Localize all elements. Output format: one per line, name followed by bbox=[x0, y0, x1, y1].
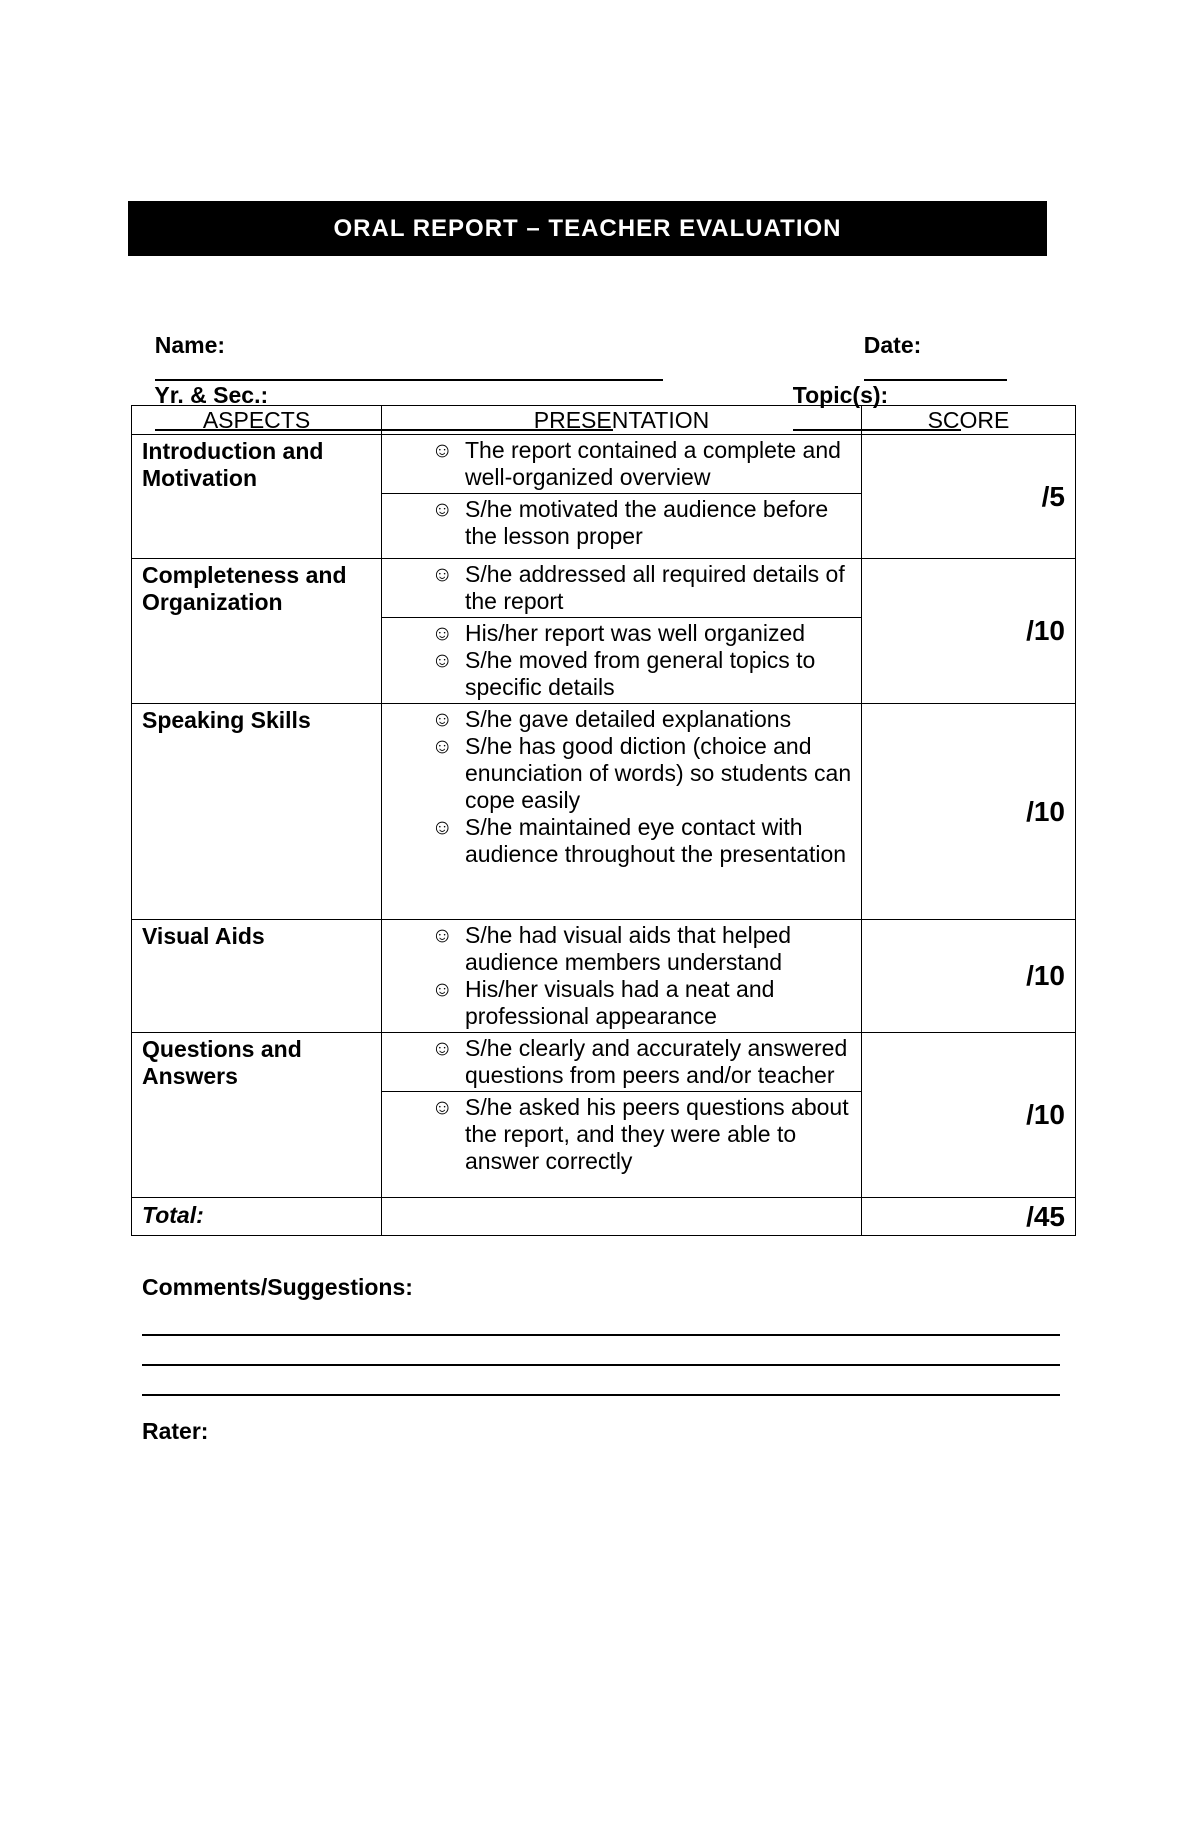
comments-label: Comments/Suggestions: bbox=[142, 1274, 413, 1300]
total-score-cell[interactable]: /45 bbox=[862, 1198, 1076, 1236]
presentation-cell bbox=[382, 559, 862, 704]
smiley-icon: ☺ bbox=[431, 439, 453, 462]
score-cell[interactable]: /10 bbox=[862, 920, 1076, 1033]
smiley-icon: ☺ bbox=[431, 622, 453, 645]
date-label: Date: bbox=[863, 332, 922, 358]
criterion-item bbox=[382, 1035, 853, 1089]
table-row bbox=[132, 559, 1076, 704]
criterion-text: S/he addressed all required details of the report bbox=[465, 561, 845, 614]
smiley-icon: ☺ bbox=[431, 708, 453, 731]
criterion-item bbox=[382, 620, 853, 647]
aspect-cell: Speaking Skills bbox=[132, 704, 382, 920]
criteria-block bbox=[382, 493, 861, 552]
aspect-cell: Visual Aids bbox=[132, 920, 382, 1033]
criterion-item bbox=[382, 733, 853, 814]
criterion-text: S/he gave detailed explanations bbox=[465, 706, 792, 732]
topics-label: Topic(s): bbox=[792, 382, 889, 408]
aspect-cell: Completeness and Organization bbox=[132, 559, 382, 704]
criterion-text: S/he asked his peers questions about the report, and they were able to answer correctly bbox=[465, 1094, 849, 1174]
comment-line[interactable] bbox=[142, 1364, 1060, 1366]
aspect-cell: Questions and Answers bbox=[132, 1033, 382, 1198]
total-row bbox=[132, 1198, 1076, 1236]
total-label: Total: bbox=[132, 1198, 382, 1236]
rater-label: Rater: bbox=[142, 1418, 209, 1444]
presentation-cell bbox=[382, 704, 862, 920]
smiley-icon: ☺ bbox=[431, 978, 453, 1001]
smiley-icon: ☺ bbox=[431, 1037, 453, 1060]
table-header-row bbox=[132, 406, 1076, 435]
presentation-cell bbox=[382, 1033, 862, 1198]
presentation-cell bbox=[382, 435, 862, 559]
criterion-item bbox=[382, 1094, 853, 1175]
table-row bbox=[132, 1033, 1076, 1198]
page-title: ORAL REPORT – TEACHER EVALUATION bbox=[128, 201, 1047, 256]
score-cell[interactable]: /5 bbox=[862, 435, 1076, 559]
criterion-text: His/her report was well organized bbox=[465, 620, 806, 646]
total-presentation-cell bbox=[382, 1198, 862, 1236]
criterion-item bbox=[382, 647, 853, 701]
criteria-block bbox=[382, 1091, 861, 1177]
header-aspects: ASPECTS bbox=[132, 406, 382, 435]
rater-field[interactable] bbox=[142, 1418, 208, 1445]
criterion-text: S/he clearly and accurately answered questions from peers and/or teacher bbox=[465, 1035, 848, 1088]
criteria-block bbox=[382, 1033, 861, 1091]
score-cell[interactable]: /10 bbox=[862, 704, 1076, 920]
smiley-icon: ☺ bbox=[431, 924, 453, 947]
aspect-cell: Introduction and Motivation bbox=[132, 435, 382, 559]
yr-sec-label: Yr. & Sec.: bbox=[154, 382, 269, 408]
table-row bbox=[132, 920, 1076, 1033]
name-label: Name: bbox=[154, 332, 226, 358]
criteria-block bbox=[382, 920, 861, 1032]
header-presentation: PRESENTATION bbox=[382, 406, 862, 435]
criteria-block bbox=[382, 559, 861, 617]
criterion-item bbox=[382, 814, 853, 868]
criteria-block bbox=[382, 617, 861, 703]
criteria-block bbox=[382, 704, 861, 870]
criterion-item bbox=[382, 437, 853, 491]
comment-line[interactable] bbox=[142, 1334, 1060, 1336]
criterion-text: S/he has good diction (choice and enunciation of words) so students can cope easily bbox=[465, 733, 852, 813]
evaluation-table bbox=[131, 405, 1076, 1236]
criterion-item bbox=[382, 706, 853, 733]
smiley-icon: ☺ bbox=[431, 1096, 453, 1119]
criterion-text: His/her visuals had a neat and professional appearance bbox=[465, 976, 775, 1029]
smiley-icon: ☺ bbox=[431, 735, 453, 758]
criterion-text: S/he moved from general topics to specific details bbox=[465, 647, 816, 700]
criterion-item bbox=[382, 561, 853, 615]
criterion-item bbox=[382, 496, 853, 550]
smiley-icon: ☺ bbox=[431, 649, 453, 672]
smiley-icon: ☺ bbox=[431, 816, 453, 839]
criterion-text: S/he motivated the audience before the lesson proper bbox=[465, 496, 829, 549]
presentation-cell bbox=[382, 920, 862, 1033]
smiley-icon: ☺ bbox=[431, 498, 453, 521]
criterion-item bbox=[382, 976, 853, 1030]
criterion-text: S/he had visual aids that helped audience members understand bbox=[465, 922, 792, 975]
table-row bbox=[132, 704, 1076, 920]
criterion-text: S/he maintained eye contact with audience throughout the presentation bbox=[465, 814, 847, 867]
header-score: SCORE bbox=[862, 406, 1076, 435]
table-row bbox=[132, 435, 1076, 559]
criteria-block bbox=[382, 435, 861, 493]
criterion-text: The report contained a complete and well-organized overview bbox=[465, 437, 841, 490]
score-cell[interactable]: /10 bbox=[862, 1033, 1076, 1198]
comment-line[interactable] bbox=[142, 1394, 1060, 1396]
criterion-item bbox=[382, 922, 853, 976]
smiley-icon: ☺ bbox=[431, 563, 453, 586]
score-cell[interactable]: /10 bbox=[862, 559, 1076, 704]
